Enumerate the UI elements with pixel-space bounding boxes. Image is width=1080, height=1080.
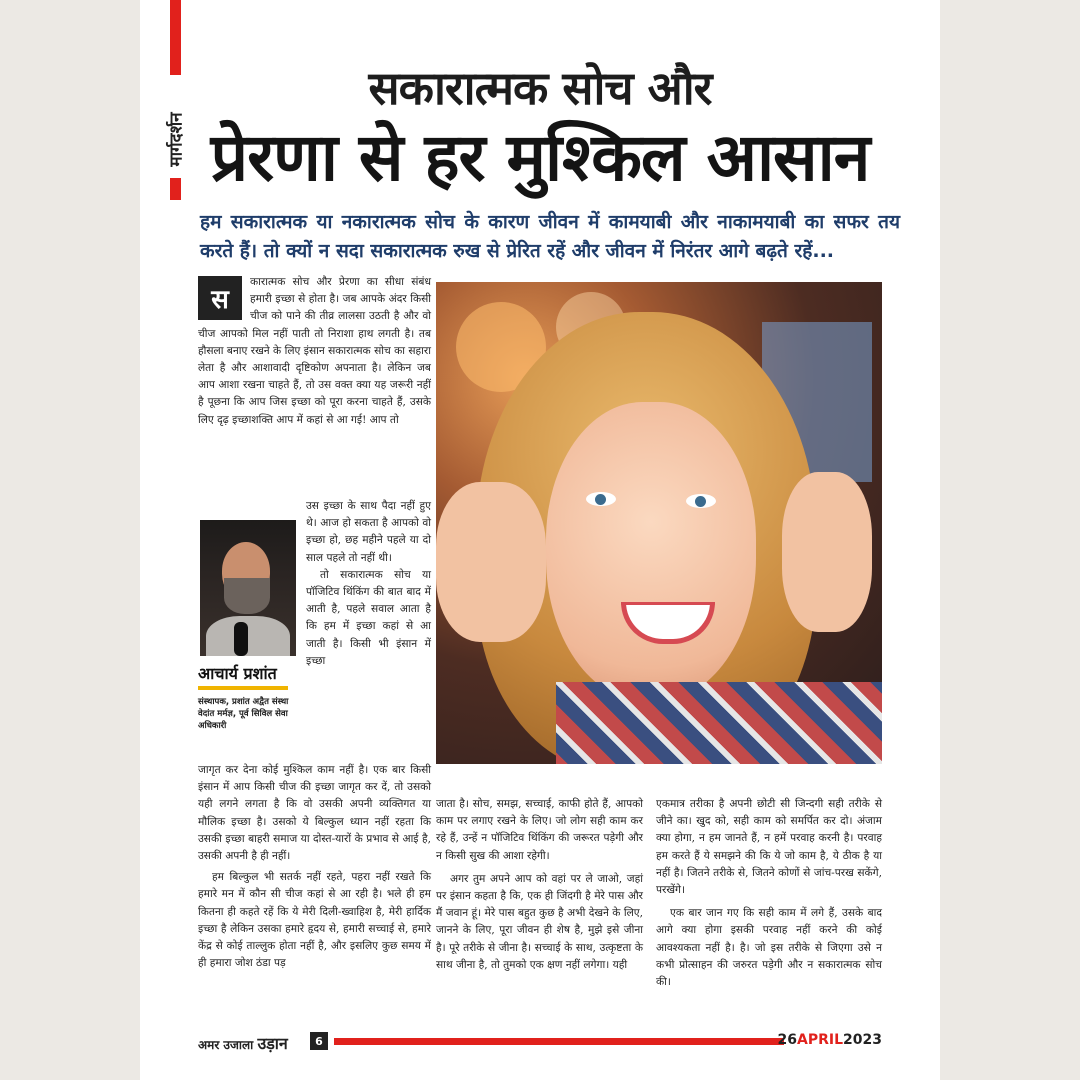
article-column-middle bbox=[436, 796, 643, 974]
page-number: 6 bbox=[310, 1032, 328, 1050]
date-year: 2023 bbox=[843, 1032, 882, 1048]
article-paragraph: जागृत कर देना कोई मुश्किल काम नहीं है। एक बार किसी इंसान में आप किसी चीज की इच्छा जागृत कर दें, तो उसको यही लगने लगता है कि वो उसकी अपनी व्यक्तिगत या मौलिक इच्छा है। उसको ये बिल्कुल ध्यान नहीं रहता कि उसकी इच्छा बाहरी समाज या दोस्त-यारों के प्रभाव से आई है, उसकी अपनी है ही नहीं। bbox=[198, 764, 431, 863]
article-paragraph: अगर तुम अपने आप को वहां पर ले जाओ, जहां पर इंसान कहता है कि, एक ही जिंदगी है मेरे पास और मैं जवान हूं। मेरे पास बहुत कुछ है अभी देखने के लिए, जानने के लिए, पूरा जीवन ही शेष है, मुझे इसे जीना है। पूरे तरीके से जीना है। सच्चाई के साथ, उत्कृष्टता के साथ जीना है, तो तुमको एक क्षण नहीं लगेगा। यही bbox=[436, 872, 643, 971]
headline-line-1: सकारात्मक सोच और bbox=[368, 61, 712, 115]
article-column-left-top bbox=[198, 274, 431, 429]
dropcap: स bbox=[198, 276, 242, 320]
author-description: संस्थापक, प्रशांत अद्वैत संस्था वेदांत मर्मज्ञ, पूर्व सिविल सेवा अधिकारी bbox=[198, 697, 289, 731]
author-photo bbox=[200, 520, 296, 656]
section-tag-label: मार्गदर्शन bbox=[166, 111, 187, 167]
subheadline: हम सकारात्मक या नकारात्मक सोच के कारण जीवन में कामयाबी और नाकामयाबी का सफर तय करते हैं। तो क्यों न सदा सकारात्मक रुख से प्रेरित रहें और जीवन में निरंतर आगे बढ़ते रहें... bbox=[200, 211, 900, 262]
article-paragraph: एक बार जान गए कि सही काम में लगे हैं, उसके बाद आगे क्या होगा इसकी परवाह नहीं करने की कोई आवश्यकता नहीं है। है। जो इस तरीके से जिएगा उसे न कभी प्रोत्साहन की जरुरत पड़ेगी और न सकारात्मक सोच की। bbox=[656, 907, 882, 989]
article-paragraph: उस इच्छा के साथ पैदा नहीं हुए थे। आज हो सकता है आपको वो इच्छा हो, छह महीने पहले या दो साल पहले तो नहीं थी। bbox=[306, 500, 431, 564]
author-name: आचार्य प्रशांत bbox=[198, 664, 277, 683]
brand-suffix: उड़ान bbox=[257, 1034, 288, 1053]
footer-rule bbox=[334, 1038, 784, 1045]
issue-date bbox=[778, 1032, 882, 1048]
brand-name: अमर उजाला bbox=[198, 1038, 254, 1052]
footer-brand bbox=[198, 1032, 288, 1054]
article-paragraph: एकमात्र तरीका है अपनी छोटी सी जिन्दगी सही तरीके से जीने का। खुद को, सही काम को समर्पित कर दो। अंजाम क्या होगा, न हम जानते हैं, न हमें परवाह करनी है। परवाह हम करते हैं ये समझने की कि ये जो काम है, ये ठीक है या नहीं है। जितने तरीके से, जितने कोणों से जांच-परख सकेंगे, परखेंगे। bbox=[656, 798, 882, 897]
article-paragraph: कारात्मक सोच और प्रेरणा का सीधा संबंध हमारी इच्छा से होता है। जब आपके अंदर किसी चीज को पाने की तीव्र लालसा उठती है और वो चीज आपको मिल नहीं पाती तो निराशा हाथ लगती है। तब हौसला बनाए रखने के लिए इंसान सकारात्मक सोच का सहारा लेता है और आशावादी दृष्टिकोण अपनाता है। लेकिन जब आप आशा रखना चाहते हैं, तो उस वक्त क्या यह जरूरी नहीं है पूछना कि आप जिस इच्छा को पूरा करना चाहते हैं, उसके लिए दृढ़ इच्छाशक्ति आप में कहां से आ गई! आप तो bbox=[198, 276, 431, 426]
article-column-left-narrow bbox=[306, 498, 431, 670]
article-column-right bbox=[656, 796, 882, 991]
date-day: 26 bbox=[777, 1032, 798, 1048]
article-paragraph: तो सकारात्मक सोच या पॉजिटिव थिंकिंग की बात बाद में आती है, पहले सवाल आता है कि हम में इच्छा कहां से आ जाती है। किसी भी इंसान में इच्छा bbox=[306, 568, 431, 667]
newspaper-page bbox=[140, 0, 940, 1080]
article-column-left-bottom bbox=[198, 762, 431, 972]
article-paragraph: हम बिल्कुल भी सतर्क नहीं रहते, पहरा नहीं रखते कि हमारे मन में कौन सी चीज कहां से आ रही है। भले ही हम कितना ही कहते रहें कि ये मेरी दिली-ख्वाहिश है, मेरी हार्दिक इच्छा है लेकिन उसका हमारे हृदय से, हमारी सच्चाई से, हमारे केंद्र से कोई ताल्लुक होता नहीं है, और इसलिए कुछ समय में ही हमारा जोश ठंडा पड़ bbox=[198, 871, 431, 970]
page-footer bbox=[198, 1032, 882, 1052]
featured-photo bbox=[436, 282, 882, 764]
article-paragraph: जाता है। सोच, समझ, सच्चाई, काफी होते हैं, आपको काम पर लगाए रखने के लिए। जो लोग सही काम कर रहे हैं, उन्हें न पॉजिटिव थिंकिंग की जरूरत पड़ेगी और न किसी सुख की आशा रहेगी। bbox=[436, 798, 643, 862]
author-underline bbox=[198, 686, 288, 690]
date-month: APRIL bbox=[797, 1032, 844, 1048]
headline-line-2: प्रेरणा से हर मुश्किल आसान bbox=[210, 119, 870, 196]
